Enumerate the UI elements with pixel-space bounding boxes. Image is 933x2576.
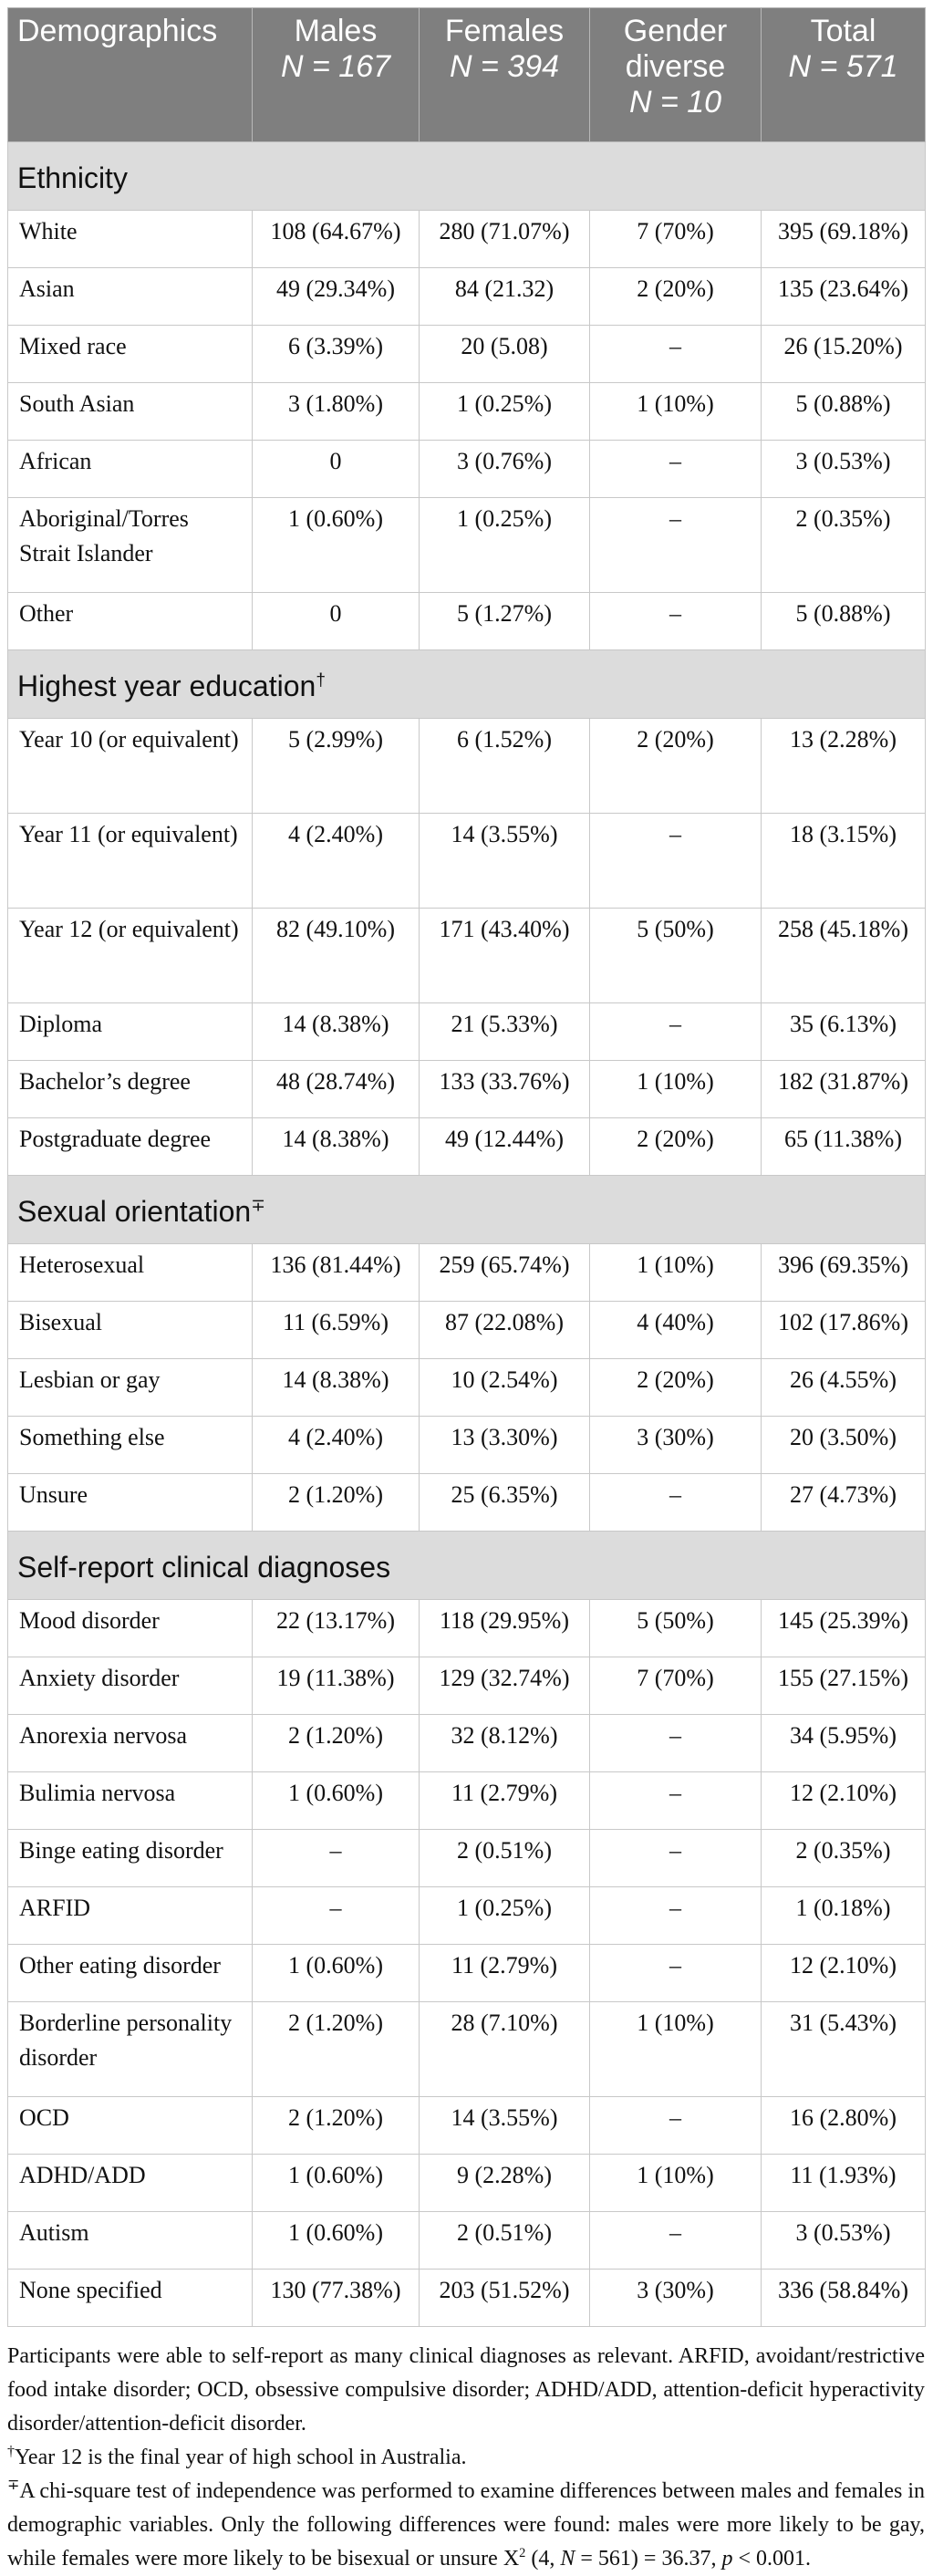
table-row [8, 268, 926, 326]
row-label: Other eating disorder [8, 1945, 253, 2002]
gender-diverse-cell: 1 (10%) [590, 2002, 762, 2097]
females-cell: 1 (0.25%) [420, 383, 590, 441]
table-row [8, 2097, 926, 2155]
header-diverse-label: Gender diverse [623, 14, 728, 84]
males-cell: 2 (1.20%) [253, 2002, 420, 2097]
row-label: Year 10 (or equivalent) [8, 719, 253, 814]
total-cell: 12 (2.10%) [762, 1945, 926, 2002]
row-label: Year 12 (or equivalent) [8, 909, 253, 1003]
total-cell: 31 (5.43%) [762, 2002, 926, 2097]
table-row [8, 1244, 926, 1302]
table-row [8, 1715, 926, 1772]
table-row [8, 1657, 926, 1715]
total-cell: 3 (0.53%) [762, 441, 926, 498]
total-cell: 135 (23.64%) [762, 268, 926, 326]
chi-square-exponent: 2 [519, 2546, 526, 2560]
gender-diverse-cell: 5 (50%) [590, 1600, 762, 1657]
gender-diverse-cell: 3 (30%) [590, 1417, 762, 1474]
gender-diverse-cell: 1 (10%) [590, 383, 762, 441]
table-row [8, 1474, 926, 1532]
section-row-self-report-clinical-diagnoses [8, 1532, 926, 1600]
males-cell: 3 (1.80%) [253, 383, 420, 441]
females-cell: 84 (21.32) [420, 268, 590, 326]
row-label: Other [8, 593, 253, 650]
females-cell: 28 (7.10%) [420, 2002, 590, 2097]
gender-diverse-cell: – [590, 1715, 762, 1772]
section-footnote-mark: † [316, 670, 326, 691]
table-container [7, 7, 925, 2576]
total-cell: 2 (0.35%) [762, 1830, 926, 1887]
footnote-chi-p-value: < 0.001. [732, 2547, 811, 2571]
males-cell: 1 (0.60%) [253, 2212, 420, 2270]
row-label: Binge eating disorder [8, 1830, 253, 1887]
table-body [8, 142, 926, 2327]
gender-diverse-cell: – [590, 593, 762, 650]
females-cell: 203 (51.52%) [420, 2270, 590, 2327]
section-footnote-mark: ∓ [251, 1196, 266, 1216]
footnote-chi-square [7, 2475, 925, 2576]
total-cell: 26 (15.20%) [762, 326, 926, 383]
section-title: Ethnicity [17, 161, 128, 194]
females-cell: 13 (3.30%) [420, 1417, 590, 1474]
row-label: Aboriginal/Torres Strait Islander [8, 498, 253, 593]
row-label: White [8, 211, 253, 268]
total-cell: 145 (25.39%) [762, 1600, 926, 1657]
females-cell: 20 (5.08) [420, 326, 590, 383]
females-cell: 14 (3.55%) [420, 2097, 590, 2155]
section-heading [8, 1176, 926, 1244]
header-diverse-n: N = 10 [628, 85, 722, 119]
footnote-chi-p-symbol: p [721, 2547, 733, 2571]
males-cell: 11 (6.59%) [253, 1302, 420, 1359]
females-cell: 2 (0.51%) [420, 1830, 590, 1887]
minus-plus-symbol: ∓ [7, 2477, 20, 2493]
total-cell: 2 (0.35%) [762, 498, 926, 593]
gender-diverse-cell: 2 (20%) [590, 268, 762, 326]
males-cell: 14 (8.38%) [253, 1359, 420, 1417]
gender-diverse-cell: 2 (20%) [590, 1118, 762, 1176]
section-heading [8, 142, 926, 211]
total-cell: 1 (0.18%) [762, 1887, 926, 1945]
section-row-sexual-orientation [8, 1176, 926, 1244]
total-cell: 35 (6.13%) [762, 1003, 926, 1061]
row-label: African [8, 441, 253, 498]
females-cell: 11 (2.79%) [420, 1772, 590, 1830]
table-row [8, 211, 926, 268]
row-label: South Asian [8, 383, 253, 441]
females-cell: 171 (43.40%) [420, 909, 590, 1003]
total-cell: 18 (3.15%) [762, 814, 926, 909]
table-row [8, 498, 926, 593]
gender-diverse-cell: 2 (20%) [590, 719, 762, 814]
gender-diverse-cell: – [590, 498, 762, 593]
row-label: Bulimia nervosa [8, 1772, 253, 1830]
females-cell: 1 (0.25%) [420, 498, 590, 593]
males-cell: 2 (1.20%) [253, 1715, 420, 1772]
males-cell: 14 (8.38%) [253, 1003, 420, 1061]
males-cell: – [253, 1887, 420, 1945]
gender-diverse-cell: 1 (10%) [590, 1061, 762, 1118]
table-footnotes [7, 2340, 925, 2576]
table-row [8, 719, 926, 814]
males-cell: 1 (0.60%) [253, 498, 420, 593]
table-row [8, 2212, 926, 2270]
males-cell: 14 (8.38%) [253, 1118, 420, 1176]
row-label: Anxiety disorder [8, 1657, 253, 1715]
males-cell: 1 (0.60%) [253, 2155, 420, 2212]
row-label: Year 11 (or equivalent) [8, 814, 253, 909]
table-row [8, 1003, 926, 1061]
table-row [8, 909, 926, 1003]
total-cell: 155 (27.15%) [762, 1657, 926, 1715]
females-cell: 10 (2.54%) [420, 1359, 590, 1417]
females-cell: 280 (71.07%) [420, 211, 590, 268]
header-females-label: Females [444, 14, 565, 48]
males-cell: 1 (0.60%) [253, 1945, 420, 2002]
gender-diverse-cell: – [590, 1474, 762, 1532]
total-cell: 12 (2.10%) [762, 1772, 926, 1830]
males-cell: 19 (11.38%) [253, 1657, 420, 1715]
table-row [8, 1887, 926, 1945]
females-cell: 49 (12.44%) [420, 1118, 590, 1176]
gender-diverse-cell: – [590, 1772, 762, 1830]
total-cell: 27 (4.73%) [762, 1474, 926, 1532]
row-label: Bachelor’s degree [8, 1061, 253, 1118]
females-cell: 32 (8.12%) [420, 1715, 590, 1772]
females-cell: 14 (3.55%) [420, 814, 590, 909]
total-cell: 20 (3.50%) [762, 1417, 926, 1474]
header-row [8, 8, 926, 142]
row-label: Mood disorder [8, 1600, 253, 1657]
gender-diverse-cell: 3 (30%) [590, 2270, 762, 2327]
females-cell: 5 (1.27%) [420, 593, 590, 650]
total-cell: 5 (0.88%) [762, 383, 926, 441]
section-title: Highest year education [17, 670, 316, 702]
table-row [8, 814, 926, 909]
total-cell: 182 (31.87%) [762, 1061, 926, 1118]
females-cell: 87 (22.08%) [420, 1302, 590, 1359]
row-label: Borderline personality disorder [8, 2002, 253, 2097]
row-label: None specified [8, 2270, 253, 2327]
header-demographics [8, 8, 253, 142]
males-cell: 4 (2.40%) [253, 1417, 420, 1474]
row-label: Bisexual [8, 1302, 253, 1359]
table-row [8, 383, 926, 441]
row-label: Mixed race [8, 326, 253, 383]
table-row [8, 1118, 926, 1176]
males-cell: 4 (2.40%) [253, 814, 420, 909]
females-cell: 21 (5.33%) [420, 1003, 590, 1061]
table-row [8, 2270, 926, 2327]
females-cell: 3 (0.76%) [420, 441, 590, 498]
females-cell: 118 (29.95%) [420, 1600, 590, 1657]
table-row [8, 1600, 926, 1657]
females-cell: 9 (2.28%) [420, 2155, 590, 2212]
males-cell: 82 (49.10%) [253, 909, 420, 1003]
gender-diverse-cell: – [590, 2212, 762, 2270]
total-cell: 13 (2.28%) [762, 719, 926, 814]
table-row [8, 1359, 926, 1417]
gender-diverse-cell: – [590, 441, 762, 498]
row-label: OCD [8, 2097, 253, 2155]
males-cell: 1 (0.60%) [253, 1772, 420, 1830]
gender-diverse-cell: – [590, 1945, 762, 2002]
row-label: Heterosexual [8, 1244, 253, 1302]
females-cell: 133 (33.76%) [420, 1061, 590, 1118]
table-row [8, 2002, 926, 2097]
section-row-ethnicity [8, 142, 926, 211]
total-cell: 26 (4.55%) [762, 1359, 926, 1417]
males-cell: 6 (3.39%) [253, 326, 420, 383]
row-label: Anorexia nervosa [8, 1715, 253, 1772]
table-row [8, 326, 926, 383]
females-cell: 129 (32.74%) [420, 1657, 590, 1715]
males-cell: 48 (28.74%) [253, 1061, 420, 1118]
females-cell: 11 (2.79%) [420, 1945, 590, 2002]
header-total-label: Total [810, 14, 876, 48]
males-cell: 22 (13.17%) [253, 1600, 420, 1657]
table-row [8, 1830, 926, 1887]
section-title: Sexual orientation [17, 1195, 252, 1228]
section-heading [8, 1532, 926, 1600]
demographics-table [7, 7, 926, 2327]
header-demographics-label: Demographics [17, 14, 218, 48]
total-cell: 3 (0.53%) [762, 2212, 926, 2270]
gender-diverse-cell: 4 (40%) [590, 1302, 762, 1359]
header-total-n: N = 571 [788, 49, 898, 84]
section-row-highest-year-education [8, 650, 926, 719]
females-cell: 2 (0.51%) [420, 2212, 590, 2270]
section-title: Self-report clinical diagnoses [17, 1551, 391, 1584]
total-cell: 336 (58.84%) [762, 2270, 926, 2327]
table-row [8, 2155, 926, 2212]
footnote-chi-value: = 561) = 36.37, [575, 2547, 722, 2571]
males-cell: 5 (2.99%) [253, 719, 420, 814]
table-row [8, 441, 926, 498]
gender-diverse-cell: 1 (10%) [590, 1244, 762, 1302]
males-cell: 108 (64.67%) [253, 211, 420, 268]
gender-diverse-cell: 2 (20%) [590, 1359, 762, 1417]
footnote-chi-n-symbol: N [560, 2547, 575, 2571]
males-cell: 130 (77.38%) [253, 2270, 420, 2327]
males-cell: 0 [253, 441, 420, 498]
males-cell: 49 (29.34%) [253, 268, 420, 326]
table-row [8, 1945, 926, 2002]
table-row [8, 1061, 926, 1118]
total-cell: 395 (69.18%) [762, 211, 926, 268]
total-cell: 102 (17.86%) [762, 1302, 926, 1359]
footnote-chi-text: A chi-square test of independence was performed to examine differences between males and females in demographic variables. Only the following differences were found: males were more likely to be gay, while females were more likely to be bisexual or unsure X [7, 2479, 925, 2571]
gender-diverse-cell: 1 (10%) [590, 2155, 762, 2212]
males-cell: 2 (1.20%) [253, 1474, 420, 1532]
row-label: Unsure [8, 1474, 253, 1532]
gender-diverse-cell: – [590, 1830, 762, 1887]
table-row [8, 1417, 926, 1474]
row-label: Diploma [8, 1003, 253, 1061]
row-label: ADHD/ADD [8, 2155, 253, 2212]
footnote-dagger-text: Year 12 is the final year of high school in Australia. [15, 2446, 467, 2469]
row-label: ARFID [8, 1887, 253, 1945]
section-heading [8, 650, 926, 719]
males-cell: 2 (1.20%) [253, 2097, 420, 2155]
males-cell: – [253, 1830, 420, 1887]
males-cell: 136 (81.44%) [253, 1244, 420, 1302]
header-females-n: N = 394 [449, 49, 560, 84]
total-cell: 396 (69.35%) [762, 1244, 926, 1302]
gender-diverse-cell: – [590, 1887, 762, 1945]
males-cell: 0 [253, 593, 420, 650]
gender-diverse-cell: 7 (70%) [590, 211, 762, 268]
row-label: Asian [8, 268, 253, 326]
females-cell: 25 (6.35%) [420, 1474, 590, 1532]
footnote-dagger [7, 2441, 925, 2475]
total-cell: 65 (11.38%) [762, 1118, 926, 1176]
table-row [8, 593, 926, 650]
row-label: Lesbian or gay [8, 1359, 253, 1417]
header-males [253, 8, 420, 142]
total-cell: 34 (5.95%) [762, 1715, 926, 1772]
dagger-symbol: † [7, 2444, 15, 2459]
row-label: Postgraduate degree [8, 1118, 253, 1176]
females-cell: 259 (65.74%) [420, 1244, 590, 1302]
total-cell: 5 (0.88%) [762, 593, 926, 650]
row-label: Autism [8, 2212, 253, 2270]
footnote-chi-df: (4, [525, 2547, 561, 2571]
header-total [762, 8, 926, 142]
gender-diverse-cell: – [590, 1003, 762, 1061]
gender-diverse-cell: – [590, 2097, 762, 2155]
females-cell: 1 (0.25%) [420, 1887, 590, 1945]
gender-diverse-cell: – [590, 326, 762, 383]
header-males-label: Males [294, 14, 378, 48]
gender-diverse-cell: 7 (70%) [590, 1657, 762, 1715]
footnote-abbreviations: Participants were able to self-report as many clinical diagnoses as relevant. ARFID, avoidant/restrictive food intake disorder; OCD, obsessive compulsive disorder; ADHD/ADD, attention-deficit hyperactivity disorder/attention-deficit disorder. [7, 2344, 925, 2436]
header-gender-diverse [590, 8, 762, 142]
gender-diverse-cell: – [590, 814, 762, 909]
total-cell: 258 (45.18%) [762, 909, 926, 1003]
table-row [8, 1772, 926, 1830]
females-cell: 6 (1.52%) [420, 719, 590, 814]
table-row [8, 1302, 926, 1359]
total-cell: 11 (1.93%) [762, 2155, 926, 2212]
gender-diverse-cell: 5 (50%) [590, 909, 762, 1003]
total-cell: 16 (2.80%) [762, 2097, 926, 2155]
header-females [420, 8, 590, 142]
row-label: Something else [8, 1417, 253, 1474]
header-males-n: N = 167 [280, 49, 391, 84]
